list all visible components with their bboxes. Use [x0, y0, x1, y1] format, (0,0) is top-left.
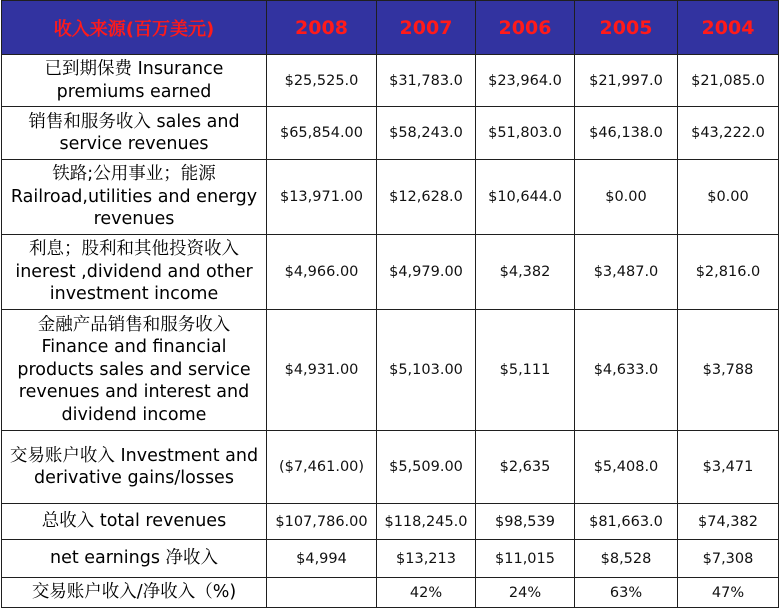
row-label: 交易账户收入 Investment and derivative gains/losses: [2, 431, 267, 504]
cell-2005: $81,663.0: [575, 504, 678, 540]
cell-2008: $4,966.00: [267, 235, 377, 310]
cell-2004: $0.00: [678, 160, 779, 235]
cell-2006: $11,015: [476, 540, 575, 578]
cell-2004: $3,471: [678, 431, 779, 504]
cell-2008: $107,786.00: [267, 504, 377, 540]
header-revenue-source: 收入来源(百万美元): [2, 1, 267, 55]
header-row: [2, 1, 779, 55]
cell-2005: $8,528: [575, 540, 678, 578]
cell-2004: $21,085.0: [678, 55, 779, 107]
cell-2008: ($7,461.00): [267, 431, 377, 504]
header-year-2007: 2007: [377, 1, 476, 55]
cell-2006: $2,635: [476, 431, 575, 504]
cell-2007: $13,213: [377, 540, 476, 578]
cell-2007: $4,979.00: [377, 235, 476, 310]
cell-2006: $10,644.0: [476, 160, 575, 235]
cell-2004: $43,222.0: [678, 107, 779, 160]
row-label: 金融产品销售和服务收入 Finance and financial products sales and service revenues and interest and dividend income: [2, 310, 267, 431]
cell-2004: $74,382: [678, 504, 779, 540]
cell-2008: $4,994: [267, 540, 377, 578]
cell-2007: 42%: [377, 578, 476, 608]
header-year-2004: 2004: [678, 1, 779, 55]
cell-2005: $46,138.0: [575, 107, 678, 160]
cell-2005: $5,408.0: [575, 431, 678, 504]
row-label: 铁路;公用事业；能源 Railroad,utilities and energy revenues: [2, 160, 267, 235]
cell-2006: $51,803.0: [476, 107, 575, 160]
cell-2008: [267, 578, 377, 608]
row-label: 销售和服务收入 sales and service revenues: [2, 107, 267, 160]
revenue-table: [1, 0, 779, 608]
cell-2005: $21,997.0: [575, 55, 678, 107]
row-label: 利息；股利和其他投资收入 inerest ,dividend and other investment income: [2, 235, 267, 310]
cell-2004: $7,308: [678, 540, 779, 578]
cell-2006: $4,382: [476, 235, 575, 310]
table-row: [2, 540, 779, 578]
cell-2007: $5,103.00: [377, 310, 476, 431]
table-row: [2, 310, 779, 431]
header-year-2005: 2005: [575, 1, 678, 55]
cell-2005: 63%: [575, 578, 678, 608]
cell-2004: $2,816.0: [678, 235, 779, 310]
cell-2005: $0.00: [575, 160, 678, 235]
table-row: [2, 578, 779, 608]
cell-2008: $13,971.00: [267, 160, 377, 235]
cell-2007: $58,243.0: [377, 107, 476, 160]
cell-2007: $5,509.00: [377, 431, 476, 504]
cell-2006: 24%: [476, 578, 575, 608]
table-row: [2, 235, 779, 310]
cell-2007: $31,783.0: [377, 55, 476, 107]
cell-2006: $5,111: [476, 310, 575, 431]
header-year-2006: 2006: [476, 1, 575, 55]
cell-2008: $25,525.0: [267, 55, 377, 107]
table-row: [2, 504, 779, 540]
row-label: 总收入 total revenues: [2, 504, 267, 540]
cell-2007: $118,245.0: [377, 504, 476, 540]
cell-2006: $98,539: [476, 504, 575, 540]
cell-2008: $4,931.00: [267, 310, 377, 431]
cell-2007: $12,628.0: [377, 160, 476, 235]
cell-2005: $4,633.0: [575, 310, 678, 431]
table-row: [2, 431, 779, 504]
cell-2005: $3,487.0: [575, 235, 678, 310]
table-row: [2, 55, 779, 107]
row-label: net earnings 净收入: [2, 540, 267, 578]
cell-2006: $23,964.0: [476, 55, 575, 107]
table-row: [2, 160, 779, 235]
cell-2008: $65,854.00: [267, 107, 377, 160]
row-label: 已到期保费 Insurance premiums earned: [2, 55, 267, 107]
row-label: 交易账户收入/净收入（%): [2, 578, 267, 608]
cell-2004: $3,788: [678, 310, 779, 431]
cell-2004: 47%: [678, 578, 779, 608]
table-row: [2, 107, 779, 160]
header-year-2008: 2008: [267, 1, 377, 55]
